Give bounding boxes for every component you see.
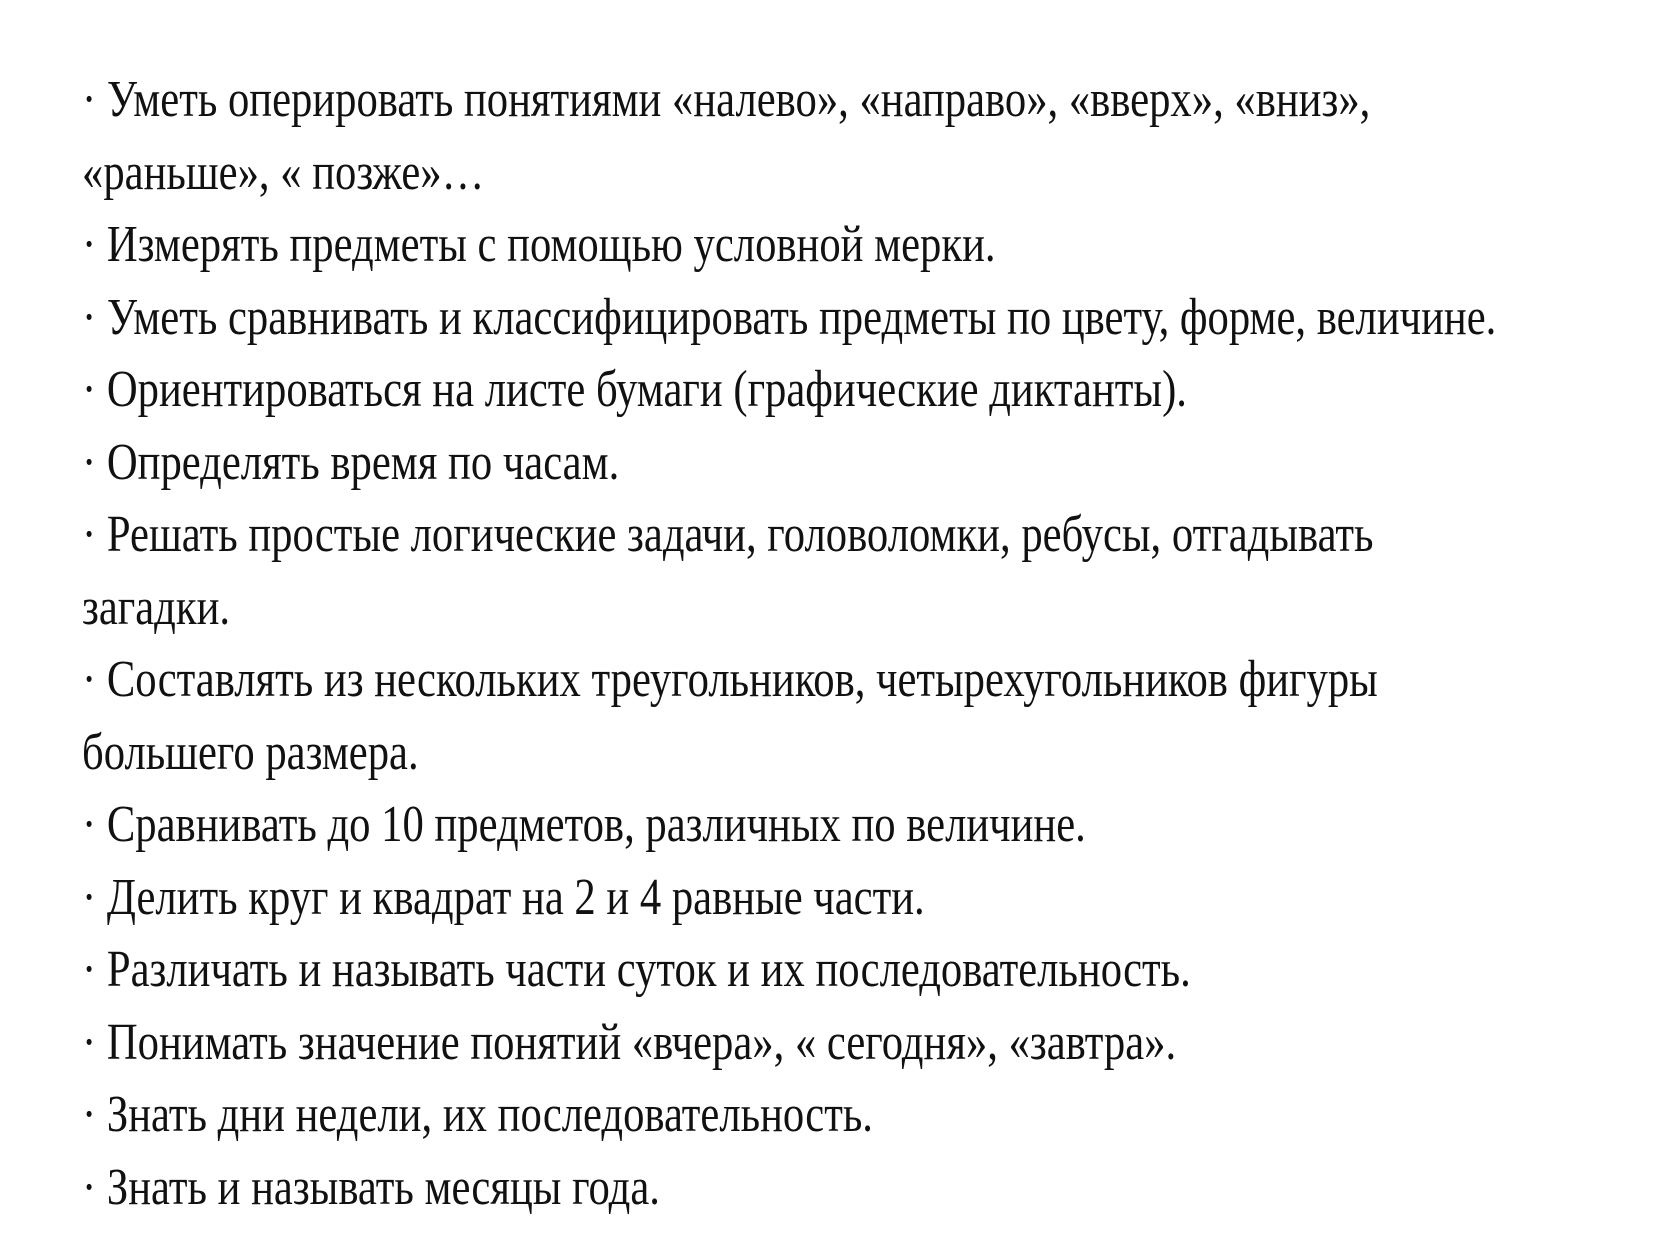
bullet-marker: · <box>82 433 97 491</box>
bullet-marker: · <box>82 941 97 998</box>
list-item-text: Знать дни недели, их последовательность. <box>96 1086 873 1143</box>
bullet-marker: · <box>82 796 97 853</box>
list-item-text: Различать и называть части суток и их последовательность. <box>96 941 1191 998</box>
list-item <box>82 354 1640 427</box>
list-item-text: Понимать значение понятий «вчера», « сегодня», «завтра». <box>96 1013 1177 1071</box>
list-item-text: Уметь оперировать понятиями «налево», «направо», «вверх», «вниз», <box>96 71 1371 128</box>
bullet-marker: · <box>82 506 97 563</box>
list-item <box>82 427 1640 500</box>
list-item <box>82 282 1640 355</box>
list-item-text: Делить круг и квадрат на 2 и 4 равные части. <box>96 868 925 926</box>
skills-list <box>82 64 1640 1224</box>
bullet-marker: · <box>82 651 97 708</box>
list-item-continuation: «раньше», « позже»… <box>82 143 485 201</box>
bullet-marker: · <box>82 1086 97 1143</box>
bullet-marker: · <box>82 1013 97 1071</box>
list-item <box>82 209 1640 282</box>
list-item-continuation: большего размера. <box>82 723 419 781</box>
bullet-marker: · <box>82 868 97 926</box>
list-item <box>82 499 1640 572</box>
list-item <box>82 1079 1640 1152</box>
list-item-text: Определять время по часам. <box>96 433 620 491</box>
bullet-marker: · <box>82 71 97 128</box>
list-item-text: Знать и называть месяцы года. <box>96 1158 660 1216</box>
list-item-continuation: загадки. <box>82 578 231 636</box>
list-item-text: Измерять предметы с помощью условной мерки. <box>96 216 996 273</box>
list-item-text: Решать простые логические задачи, головоломки, ребусы, отгадывать <box>96 506 1374 563</box>
bullet-marker: · <box>82 288 97 346</box>
bullet-marker: · <box>82 216 97 273</box>
list-item <box>82 644 1640 717</box>
list-item <box>82 789 1640 862</box>
list-item-text: Ориентироваться на листе бумаги (графические диктанты). <box>96 361 1187 418</box>
list-item <box>82 862 1640 935</box>
list-item <box>82 64 1640 137</box>
list-item <box>82 1007 1640 1080</box>
bullet-marker: · <box>82 1158 97 1216</box>
list-item-text: Сравнивать до 10 предметов, различных по величине. <box>96 796 1086 853</box>
list-item-text: Уметь сравнивать и классифицировать предметы по цвету, форме, величине. <box>96 288 1497 346</box>
list-item-text: Составлять из нескольких треугольников, четырехугольников фигуры <box>96 651 1378 708</box>
list-item <box>82 1152 1640 1225</box>
list-item <box>82 934 1640 1007</box>
bullet-marker: · <box>82 361 97 418</box>
